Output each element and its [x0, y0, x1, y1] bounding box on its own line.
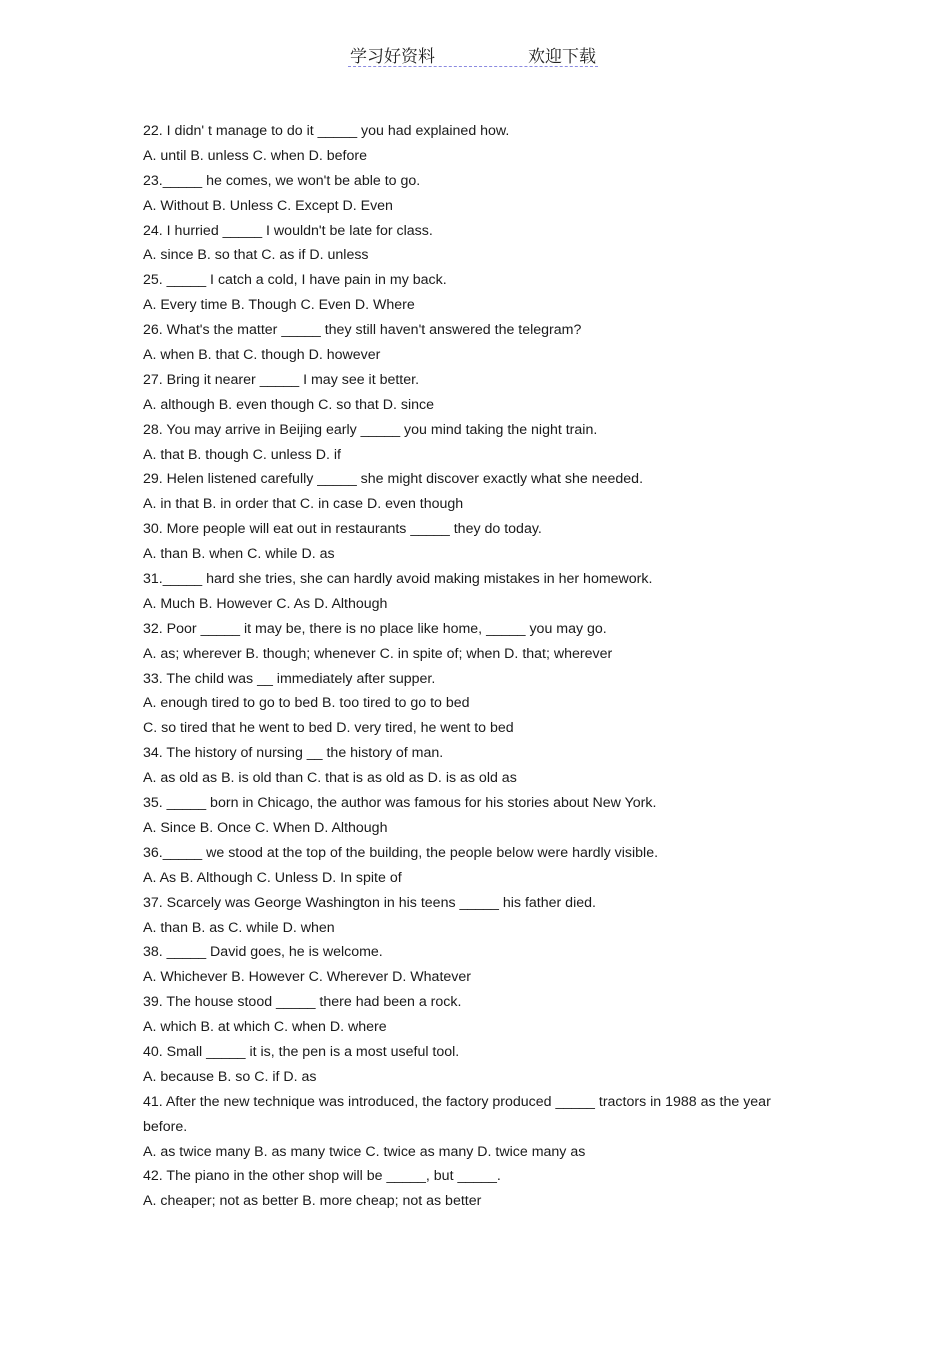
question-40: 40. Small _____ it is, the pen is a most useful tool. [143, 1043, 460, 1060]
options-28: A. that B. though C. unless D. if [143, 446, 341, 463]
question-41: 41. After the new technique was introduced, the factory produced _____ tractors in 1988 as the year before. [143, 1093, 771, 1135]
question-38: 38. _____ David goes, he is welcome. [143, 944, 383, 961]
question-28: 28. You may arrive in Beijing early _____ you mind taking the night train. [143, 421, 598, 438]
options-42: A. cheaper; not as better B. more cheap; not as better [143, 1193, 482, 1210]
question-42: 42. The piano in the other shop will be _____, but _____. [143, 1168, 501, 1185]
options-24: A. since B. so that C. as if D. unless [143, 247, 369, 264]
header-left-text: 学习好资料 [350, 47, 435, 67]
question-35: 35. _____ born in Chicago, the author was famous for his stories about New York. [143, 795, 657, 812]
question-22: 22. I didn' t manage to do it _____ you had explained how. [143, 123, 510, 139]
question-34: 34. The history of nursing __ the history of man. [143, 745, 444, 762]
question-27: 27. Bring it nearer _____ I may see it better. [143, 371, 420, 388]
options-41: A. as twice many B. as many twice C. twice as many D. twice many as [143, 1143, 586, 1160]
options-25: A. Every time B. Though C. Even D. Where [143, 297, 415, 314]
options-40: A. because B. so C. if D. as [143, 1068, 317, 1085]
question-24: 24. I hurried _____ I wouldn't be late for class. [143, 222, 433, 239]
options-33-c-d: C. so tired that he went to bed D. very tired, he went to bed [143, 720, 514, 737]
options-35: A. Since B. Once C. When D. Although [143, 819, 388, 836]
options-30: A. than B. when C. while D. as [143, 546, 335, 563]
options-34: A. as old as B. is old than C. that is as old as D. is as old as [143, 770, 517, 787]
options-37: A. than B. as C. while D. when [143, 919, 335, 936]
question-32: 32. Poor _____ it may be, there is no place like home, _____ you may go. [143, 620, 607, 637]
options-33-a-b: A. enough tired to go to bed B. too tired to go to bed [143, 695, 470, 712]
question-25: 25. _____ I catch a cold, I have pain in my back. [143, 272, 447, 289]
question-33: 33. The child was __ immediately after supper. [143, 670, 436, 687]
question-26: 26. What's the matter _____ they still haven't answered the telegram? [143, 322, 582, 339]
options-29: A. in that B. in order that C. in case D. even though [143, 496, 464, 513]
options-22: A. until B. unless C. when D. before [143, 147, 367, 164]
question-31: 31._____ hard she tries, she can hardly avoid making mistakes in her homework. [143, 571, 653, 588]
options-31: A. Much B. However C. As D. Although [143, 595, 388, 612]
question-29: 29. Helen listened carefully _____ she might discover exactly what she needed. [143, 471, 644, 488]
question-39: 39. The house stood _____ there had been a rock. [143, 994, 462, 1011]
options-38: A. Whichever B. However C. Wherever D. Whatever [143, 969, 471, 986]
question-36: 36._____ we stood at the top of the building, the people below were hardly visible. [143, 844, 659, 861]
question-37: 37. Scarcely was George Washington in his teens _____ his father died. [143, 894, 596, 911]
document-body [143, 119, 793, 1214]
options-36: A. As B. Although C. Unless D. In spite of [143, 869, 402, 886]
options-32: A. as; wherever B. though; whenever C. in spite of; when D. that; wherever [143, 645, 613, 662]
options-27: A. although B. even though C. so that D. since [143, 396, 435, 413]
options-23: A. Without B. Unless C. Except D. Even [143, 197, 393, 214]
options-39: A. which B. at which C. when D. where [143, 1019, 387, 1036]
options-26: A. when B. that C. though D. however [143, 347, 381, 364]
question-23: 23._____ he comes, we won't be able to go. [143, 172, 421, 189]
page-header [348, 40, 598, 67]
header-right-text: 欢迎下载 [528, 47, 596, 67]
question-30: 30. More people will eat out in restaurants _____ they do today. [143, 521, 542, 538]
